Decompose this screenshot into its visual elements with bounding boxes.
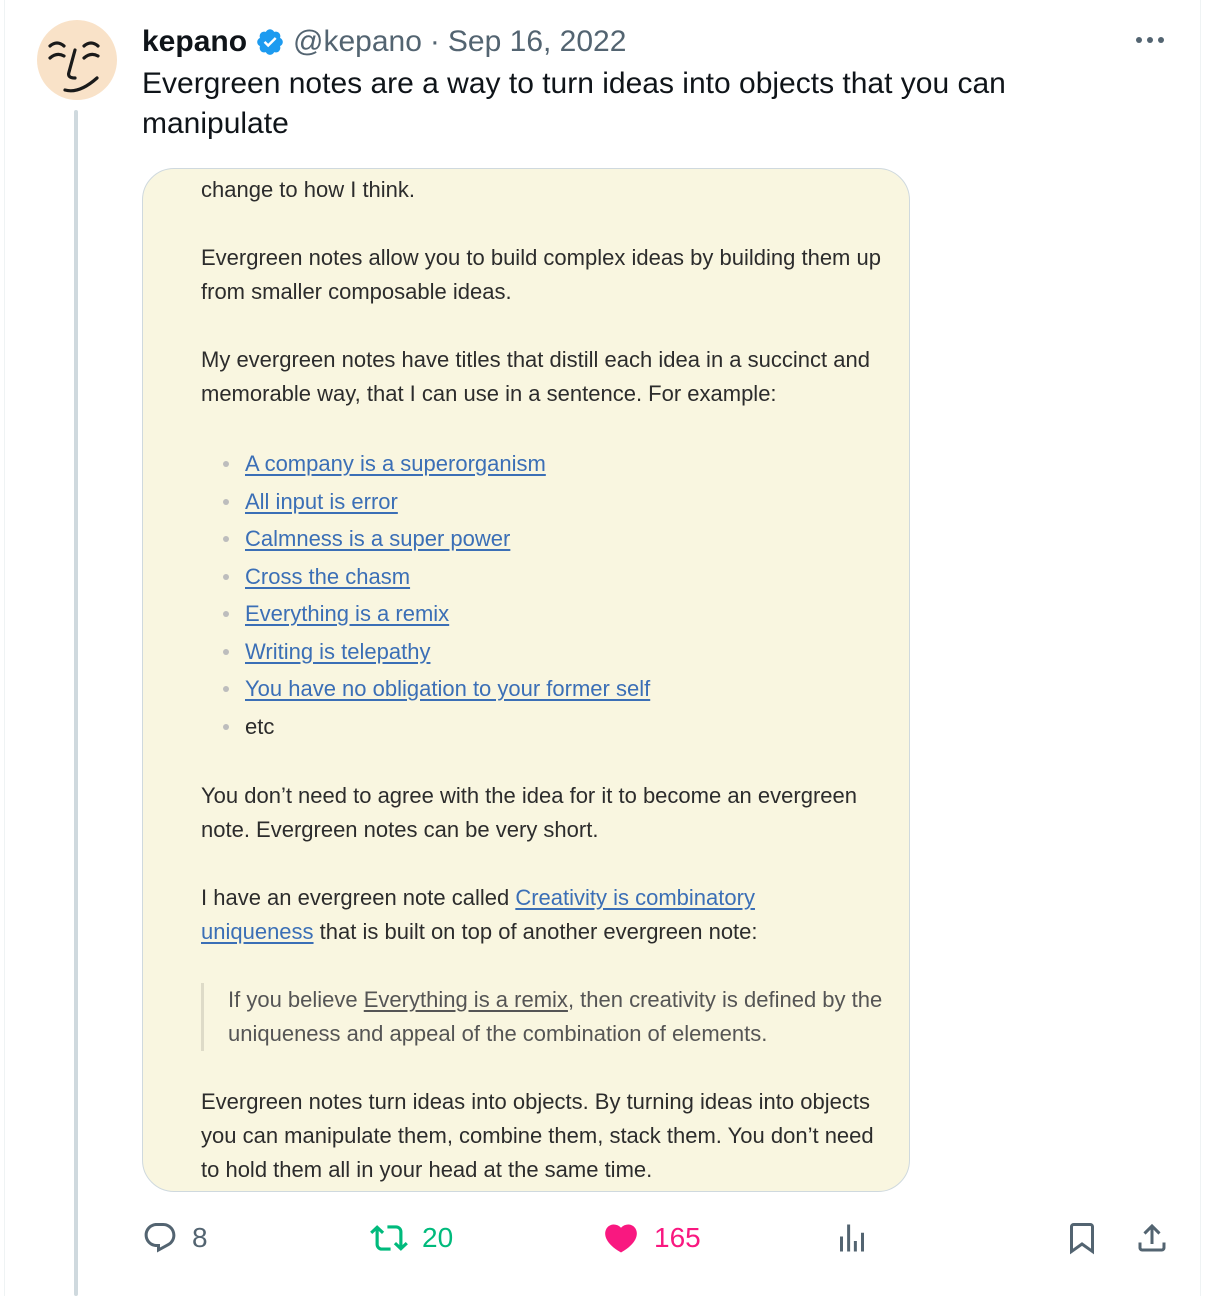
views-button[interactable] <box>834 1212 870 1264</box>
list-item <box>201 633 650 671</box>
list-item <box>201 708 650 746</box>
note-paragraph <box>201 881 841 949</box>
tweet-actions <box>0 1212 1206 1264</box>
bookmark-button[interactable] <box>1064 1212 1100 1264</box>
timeline-border-right <box>1200 0 1201 1296</box>
retweet-button[interactable] <box>370 1212 453 1264</box>
quote-text: If you believe <box>228 987 364 1012</box>
note-paragraph: My evergreen notes have titles that distill each idea in a succinct and memorable way, that I can use in a sentence. For example: <box>201 347 870 406</box>
note-link: Calmness is a super power <box>245 526 511 551</box>
tweet-date[interactable]: Sep 16, 2022 <box>447 25 627 58</box>
note-link: All input is error <box>245 488 398 514</box>
header-separator: · <box>429 25 440 58</box>
tweet-header <box>142 22 626 62</box>
thread-line <box>74 110 78 1296</box>
share-button[interactable] <box>1134 1212 1170 1264</box>
retweet-icon <box>370 1219 408 1257</box>
quote-link: Everything is a remix <box>363 987 568 1012</box>
like-icon <box>602 1219 640 1257</box>
reply-button[interactable] <box>142 1212 208 1264</box>
tweet-image[interactable] <box>142 168 910 1192</box>
list-item-text: etc <box>245 713 275 739</box>
note-link: Cross the chasm <box>245 563 411 589</box>
note-link: Writing is telepathy <box>245 638 431 664</box>
tweet-text: Evergreen notes are a way to turn ideas into objects that you can manipulate <box>142 67 1006 140</box>
author-handle[interactable]: @kepano <box>293 25 422 58</box>
list-item <box>201 558 650 596</box>
note-text: I have an evergreen note called <box>201 885 516 910</box>
reply-icon <box>142 1220 178 1256</box>
views-icon <box>834 1220 870 1256</box>
note-text: that is built on top of another evergreen note: <box>313 919 758 944</box>
note-link: Everything is a remix <box>245 601 450 626</box>
note-paragraph: change to how I think. <box>201 177 416 202</box>
list-item <box>201 445 650 483</box>
author-name[interactable]: kepano <box>142 25 248 58</box>
share-icon <box>1134 1220 1170 1256</box>
note-link: You have no obligation to your former self <box>245 676 651 701</box>
reply-count: 8 <box>192 1222 208 1253</box>
list-item <box>201 670 650 708</box>
bookmark-icon <box>1064 1220 1100 1256</box>
example-list <box>201 445 650 745</box>
avatar[interactable] <box>37 20 117 100</box>
note-link: Creativity is combinatory uniqueness <box>201 885 755 944</box>
more-button[interactable] <box>1130 24 1170 56</box>
note-blockquote <box>201 983 888 1051</box>
note-paragraph: Evergreen notes turn ideas into objects. By turning ideas into objects you can manipulate them, combine them, stack them. You don’t need to hold them all in your head at the same time. <box>201 1089 874 1182</box>
like-button[interactable] <box>602 1212 701 1264</box>
timeline-border-left <box>4 0 5 1296</box>
list-item <box>201 595 650 633</box>
list-item <box>201 520 650 558</box>
avatar-face <box>37 20 117 100</box>
retweet-count: 20 <box>422 1222 454 1253</box>
note-paragraph: Evergreen notes allow you to build complex ideas by building them up from smaller composable ideas. <box>201 245 881 304</box>
note-paragraph: You don’t need to agree with the idea for it to become an evergreen note. Evergreen notes can be very short. <box>201 783 857 842</box>
more-icon <box>1135 36 1165 44</box>
like-count: 165 <box>654 1222 701 1253</box>
verified-badge-icon <box>255 27 285 57</box>
note-link: A company is a superorganism <box>245 451 546 476</box>
list-item <box>201 483 650 521</box>
quote-text: , then creativity is defined by the uniqueness and appeal of the combination of elements. <box>228 987 883 1046</box>
